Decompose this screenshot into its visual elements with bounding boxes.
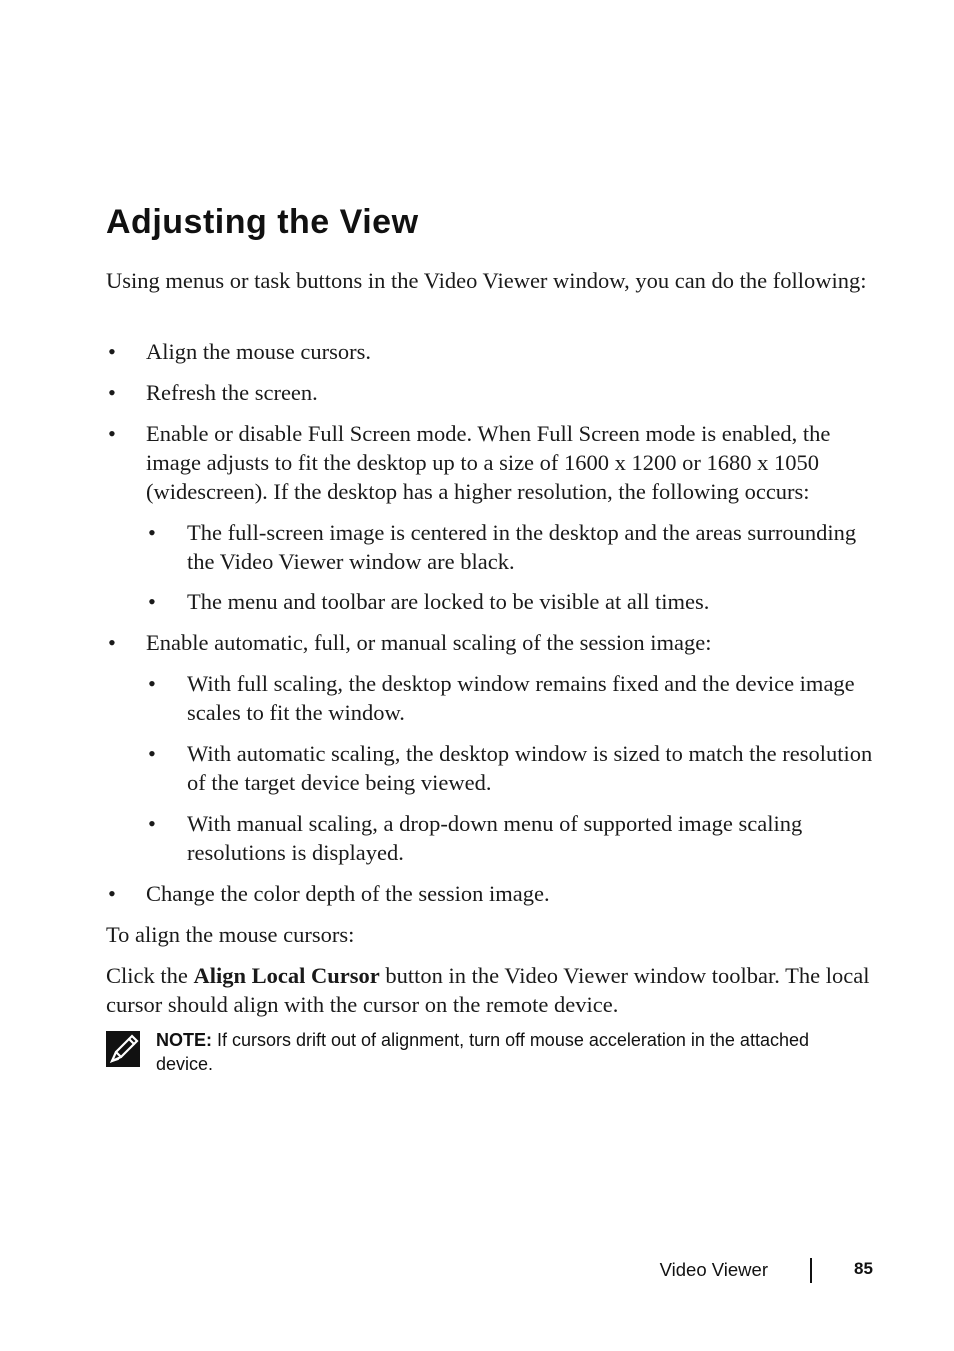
sub-list-item xyxy=(146,739,876,797)
bullet-icon: • xyxy=(148,811,156,836)
footer-divider xyxy=(810,1258,812,1283)
bullet-icon: • xyxy=(108,339,116,364)
ui-term-align-local-cursor: Align Local Cursor xyxy=(193,963,380,988)
note-pencil-icon xyxy=(106,1031,140,1067)
bullet-icon: • xyxy=(108,380,116,405)
sub-list-item xyxy=(146,587,876,616)
note-text xyxy=(156,1028,856,1076)
page-footer xyxy=(0,1258,954,1284)
list-item-text: With manual scaling, a drop-down menu of supported image scaling resolutions is displayed. xyxy=(187,811,803,865)
footer-section-title: Video Viewer xyxy=(659,1259,768,1280)
list-item xyxy=(106,628,876,657)
list-item-text: Refresh the screen. xyxy=(146,380,318,405)
list-item xyxy=(106,378,876,407)
procedure-text-after: button in the Video Viewer window toolbar. The local cursor should align with the cursor on the remote device. xyxy=(106,963,870,1017)
bullet-icon: • xyxy=(148,520,156,545)
sub-list-item xyxy=(146,518,876,576)
procedure-text-before: Click the xyxy=(106,963,194,988)
note-body: If cursors drift out of alignment, turn off mouse acceleration in the attached device. xyxy=(156,1030,809,1074)
bullet-icon: • xyxy=(148,671,156,696)
list-item-text: With automatic scaling, the desktop window is sized to match the resolution of the target device being viewed. xyxy=(187,741,873,795)
page-number: 85 xyxy=(854,1259,873,1278)
procedure-step xyxy=(106,961,876,1019)
list-item-text: Enable automatic, full, or manual scaling of the session image: xyxy=(146,630,712,655)
list-item-text: Enable or disable Full Screen mode. When Full Screen mode is enabled, the image adjusts to fit the desktop up to a size of 1600 x 1200 or 1680 x 1050 (widescreen). If the desktop has a higher resolution, the following occurs: xyxy=(146,421,831,504)
list-item-text: The menu and toolbar are locked to be visible at all times. xyxy=(187,589,710,614)
list-item xyxy=(106,419,876,506)
sub-list-item xyxy=(146,809,876,867)
list-item xyxy=(106,337,876,366)
page-heading: Adjusting the View xyxy=(106,203,419,241)
bullet-icon: • xyxy=(148,589,156,614)
sub-list-item xyxy=(146,669,876,727)
list-item-text: Align the mouse cursors. xyxy=(146,339,371,364)
bullet-icon: • xyxy=(108,881,116,906)
list-item-text: Change the color depth of the session image. xyxy=(146,881,550,906)
procedure-intro: To align the mouse cursors: xyxy=(106,922,355,947)
list-item-text: With full scaling, the desktop window remains fixed and the device image scales to fit the window. xyxy=(187,671,855,725)
bullet-icon: • xyxy=(148,741,156,766)
note-label: NOTE: xyxy=(156,1030,212,1050)
bullet-icon: • xyxy=(108,630,116,655)
list-item xyxy=(106,879,876,908)
list-item-text: The full-screen image is centered in the desktop and the areas surrounding the Video Viewer window are black. xyxy=(187,520,857,574)
intro-paragraph: Using menus or task buttons in the Video Viewer window, you can do the following: xyxy=(106,268,867,293)
bullet-icon: • xyxy=(108,421,116,446)
